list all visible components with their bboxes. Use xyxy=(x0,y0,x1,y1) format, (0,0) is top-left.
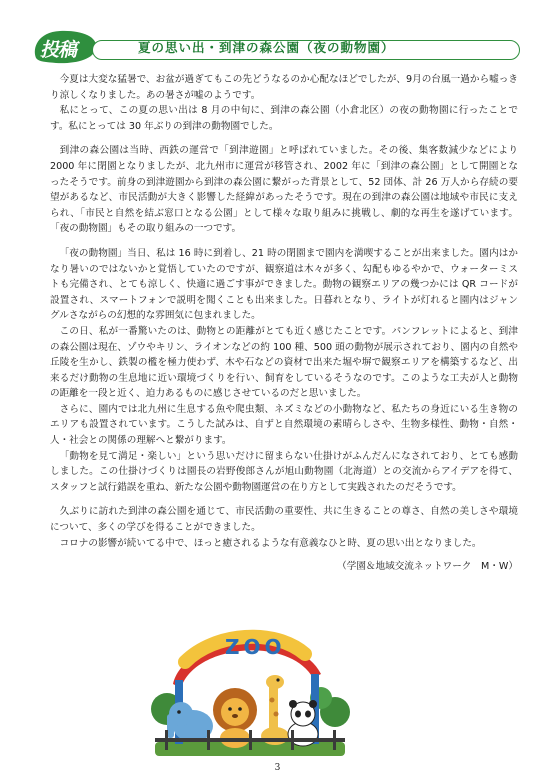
article-body xyxy=(50,72,518,575)
paragraph: 「動物を見て満足・楽しい」という思いだけに留まらない仕掛けがふんだんになされており、とても感動しました。この仕掛けづくりは園長の岩野俊郎さんが旭山動物園（北海道）との交流からアイデアを得て、スタッフと試行錯誤を重ね、新たな公園や動物園運営の在り方として実践されたのだそうです。 xyxy=(50,450,518,493)
paragraph: さらに、園内では北九州に生息する魚や爬虫類、ネズミなどの小動物など、私たちの身近にいる生き物のエリアも設置されています。こうした試みは、自ずと自然環境の素晴らしさや、生物多様性、動物・自然・人・社会との関係の理解へと繋がります。 xyxy=(50,403,518,447)
zoo-illustration xyxy=(145,614,355,764)
paragraph: 到津の森公園は当時、西鉄の運営で「到津遊園」と呼ばれていました。その後、集客数減少などにより 2000 年に閉園となりましたが、北九州市に運営が移管され、2002 年に「到津の森公園」として開園となったそうです。前身の到津遊園から到津の森公園に繋がった背景として、52 団体、計 26 万人から存続の要望があるなど、市民活動が大きく影響した経緯があったそうです。現在の到津の森公園は地域や市民に支えられ、「市民と自然を結ぶ窓口となる公園」として様々な取り組みに挑戦し、劇的な再生を遂げています。「夜の動物園」もその取り組みの一つです。 xyxy=(50,145,518,235)
paragraph: この日、私が一番驚いたのは、動物との距離がとても近く感じたことです。パンフレットによると、到津の森公園は現在、ゾウやキリン、ライオンなどの約 100 種、500 頭の動物が展示されており、園内の自然や丘陵を生かし、鉄製の檻を極力使わず、木や石などの資材で出来た堀や塀で観察エリアを構築するなど、出来るだけ動物の生息地に近い環境づくりを行い、飼育をしているそうなのです。このような工夫が人と動物の距離を一段と近く、迫力あるものに感じさせているのだと思いました。 xyxy=(50,325,518,400)
paragraph: 久ぶりに訪れた到津の森公園を通じて、市民活動の重要性、共に生きることの尊さ、自然の美しさや環境について、多くの学びを得ることができました。 xyxy=(50,506,518,534)
page-number: 3 xyxy=(274,763,281,773)
article-title: 夏の思い出・到津の森公園（夜の動物園） xyxy=(138,40,395,55)
paragraph: 今夏は大変な猛暑で、お盆が過ぎてもこの先どうなるのか心配なほどでしたが、9月の台風一過から嘘っきり涼しくなりました。あの暑さが嘘のようです。 xyxy=(50,74,518,101)
elephant-icon xyxy=(167,702,213,742)
author-signature: （学園＆地域交流ネットワーク M・W） xyxy=(337,561,518,573)
article-header xyxy=(30,34,520,62)
zoo-sign-text: ZOO xyxy=(225,635,286,659)
paragraph: 「夜の動物園」当日、私は 16 時に到着し、21 時の閉園まで園内を満喫することが出来ました。園内はかなり暑いのではないかと覚悟していたのですが、観察道は木々が多く、勾配もゆるやかで、ウォーターミストも完備され、とても涼しく、快適に過ごす事ができました。動物の観察エリアの幾つかには QR コードが設置され、スマートフォンで説明を聞くことも出来ました。日暮れとなり、ライトが灯れると園内はジャングルさながらの幻想的な雰囲気に包まれました。 xyxy=(50,247,518,322)
paragraph: 私にとって、この夏の思い出は 8 月の中旬に、到津の森公園（小倉北区）の夜の動物園に行ったことです。私にとっては 30 年ぶりの到津の動物園でした。 xyxy=(50,105,518,132)
paragraph: コロナの影響が続いてる中で、ほっと癒されるような有意義なひと時、夏の思い出となりました。 xyxy=(59,537,482,549)
giraffe-icon xyxy=(261,675,289,745)
badge-label: 投稿 xyxy=(40,39,77,61)
